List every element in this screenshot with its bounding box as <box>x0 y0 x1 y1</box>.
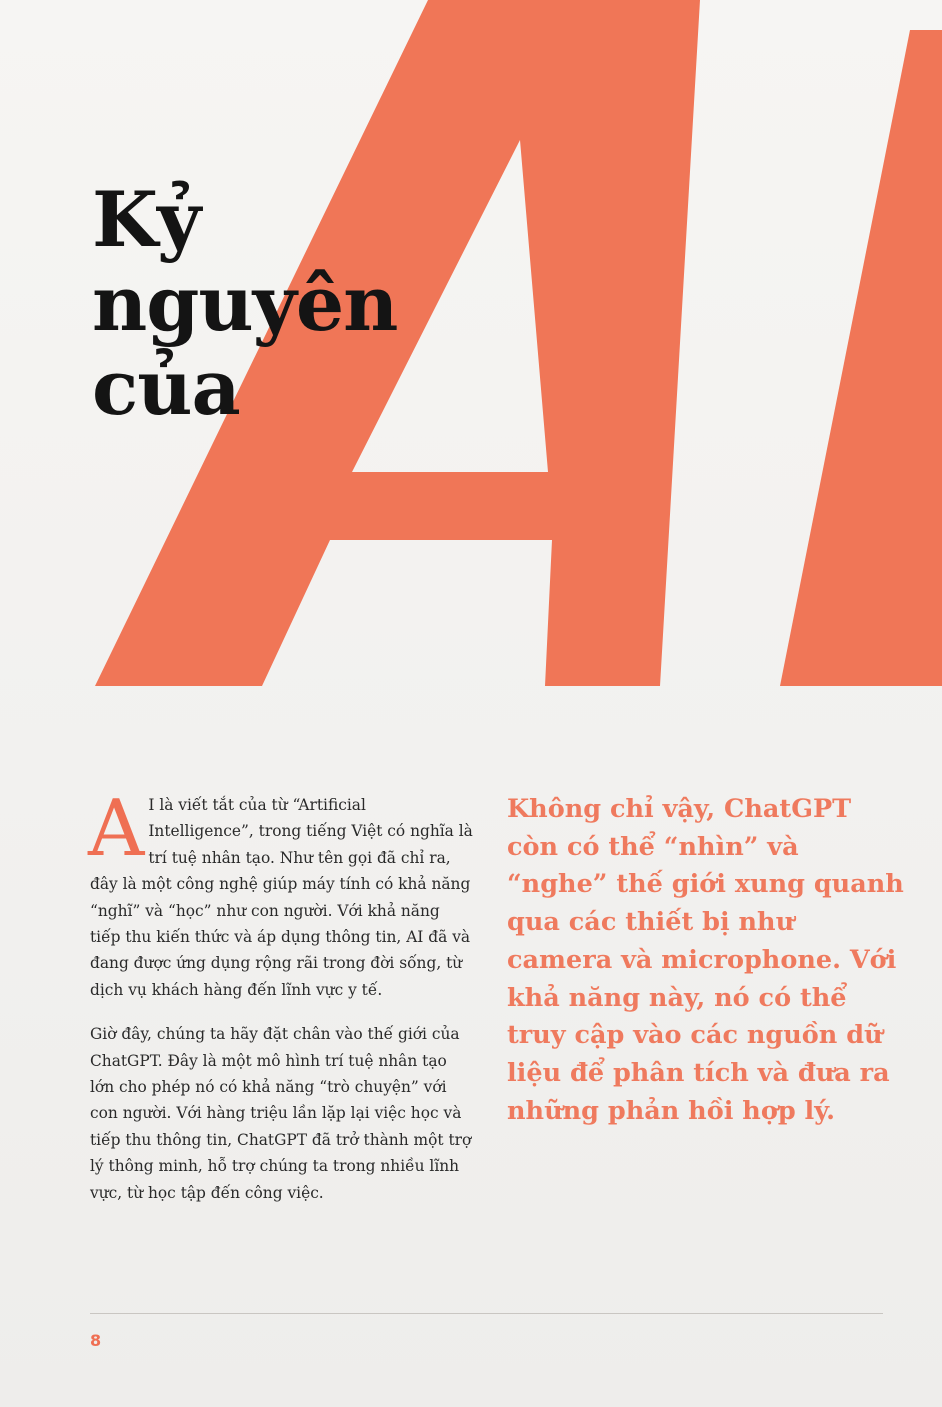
footer-divider <box>90 1313 883 1314</box>
chapter-title <box>92 175 398 432</box>
pull-quote: Không chỉ vậy, ChatGPT còn có thể “nhìn” và “nghe” thế giới xung quanh qua các thiết bị như camera và microphone. Với khả năng này, nó có thể truy cập vào các nguồn dữ liệu để phân tích và đưa ra những phản hồi hợp lý. <box>507 794 904 1126</box>
body-text <box>88 784 475 1224</box>
page-number: 8 <box>90 1331 102 1350</box>
body-paragraph-2: Giờ đây, chúng ta hãy đặt chân vào thế giới của ChatGPT. Đây là một mô hình trí tuệ nhân tạo lớn cho phép nó có khả năng “trò chuyện” với con người. Với hàng triệu lần lặp lại việc học và tiếp thu thông tin, ChatGPT đã trở thành một trợ lý thông minh, hỗ trợ chúng ta trong nhiều lĩnh vực, từ học tập đến công việc. <box>90 1025 472 1202</box>
paragraph-1-text: I là viết tắt của từ “Artificial Intelligence”, trong tiếng Việt có nghĩa là trí tuệ nhân tạo. Như tên gọi đã chỉ ra, đây là một công nghệ giúp máy tính có khả năng “nghĩ” và “học” như con người. Với khả năng tiếp thu kiến thức và áp dụng thông tin, AI đã và đang được ứng dụng rộng rãi trong đời sống, từ dịch vụ khách hàng đến lĩnh vực y tế. <box>90 796 473 999</box>
title-line-2: nguyên <box>92 259 398 348</box>
title-line-3: của <box>92 343 240 432</box>
drop-cap: A <box>88 784 145 874</box>
body-paragraph-1 <box>88 784 475 1003</box>
title-line-1: Kỷ <box>92 175 201 264</box>
letter-i-shape <box>780 30 942 686</box>
